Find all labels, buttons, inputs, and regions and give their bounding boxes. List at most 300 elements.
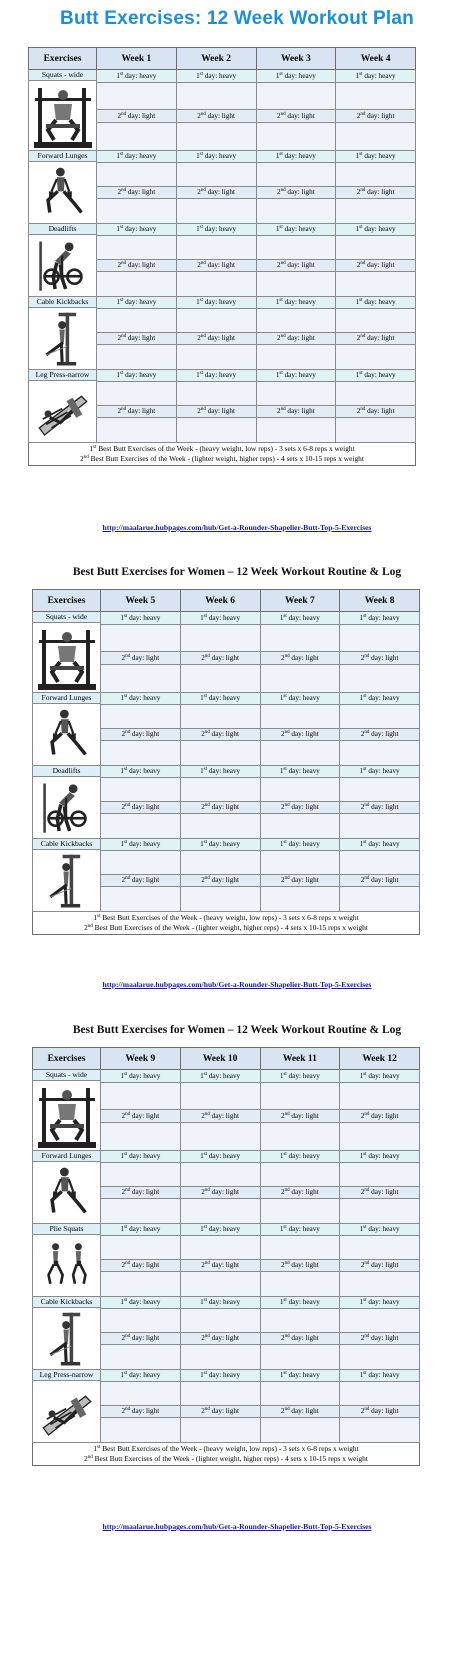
exercise-illustration [36,1084,98,1150]
light-day-label: 2nd day: light [101,1332,181,1344]
ordinal-suffix: st [199,371,204,377]
exercise-name: Leg Press-narrow [33,1370,100,1381]
exercise-illustration [32,311,94,369]
log-cell[interactable] [336,344,416,369]
log-cell[interactable] [260,740,340,765]
ordinal-suffix: nd [204,1188,210,1194]
log-cell[interactable] [340,1083,420,1110]
ordinal-suffix: nd [125,1188,131,1194]
log-cell[interactable] [260,1123,340,1151]
exercise-cell [29,370,97,443]
log-cell[interactable] [101,1308,181,1332]
ordinal-suffix: nd [200,261,206,267]
heavy-day-label: 1st day: heavy [180,766,260,778]
ordinal-suffix: st [119,225,124,231]
log-cell[interactable] [101,1083,181,1110]
log-cell[interactable] [256,308,336,332]
ordinal-suffix: nd [204,876,210,882]
heavy-day-label: 1st day: heavy [180,612,260,625]
ordinal-suffix: nd [204,1261,210,1267]
log-cell[interactable] [97,381,177,405]
light-day-label: 2nd day: light [180,874,260,886]
week-header: Week 3 [256,48,336,70]
log-cell[interactable] [256,417,336,442]
heavy-day-label: 1st day: heavy [97,151,177,163]
log-cell[interactable] [180,1271,260,1296]
light-day-label: 2nd day: light [336,259,416,271]
ordinal-suffix: st [283,1072,287,1078]
light-day-label: 2nd day: light [180,1186,260,1198]
ordinal-suffix: st [123,767,128,773]
light-day-label: 2nd day: light [176,109,256,122]
workout-log-table [28,47,416,443]
ordinal-suffix: nd [280,112,286,118]
heavy-day-label: 1st day: heavy [101,693,181,705]
exercise-cell [29,151,97,224]
workout-log-weeks-1-4 [28,47,416,466]
exercise-name: Leg Press-narrow [29,370,96,381]
exercise-heavy-row [33,1224,420,1236]
exercises-header: Exercises [33,1048,101,1070]
log-cell[interactable] [256,235,336,259]
heavy-day-label: 1st day: heavy [336,297,416,309]
log-cell[interactable] [101,1198,181,1223]
log-cell[interactable] [340,777,420,801]
ordinal-suffix: st [359,72,363,78]
light-day-label: 2nd day: light [101,1186,181,1198]
log-cell[interactable] [180,850,260,874]
log-cell[interactable] [180,886,260,911]
heavy-day-label: 1st day: heavy [256,151,336,163]
log-cell[interactable] [97,344,177,369]
heavy-day-label: 1st day: heavy [180,1370,260,1382]
light-day-label: 2nd day: light [180,1259,260,1271]
workout-log-table [32,1047,420,1443]
ordinal-suffix: nd [280,334,286,340]
ordinal-suffix: st [359,152,363,158]
ordinal-suffix: st [283,1225,287,1231]
exercise-name: Squats - wide [33,612,100,623]
week-header: Week 5 [101,590,181,612]
log-cell[interactable] [180,1162,260,1186]
heavy-day-label: 1st day: heavy [97,370,177,382]
light-day-label: 2nd day: light [101,1259,181,1271]
log-cell[interactable] [260,625,340,652]
log-cell[interactable] [260,1344,340,1369]
heavy-day-label: 1st day: heavy [97,224,177,236]
log-cell[interactable] [176,162,256,186]
heavy-day-label: 1st day: heavy [180,1297,260,1309]
light-day-label: 2nd day: light [97,405,177,417]
heavy-day-label: 1st day: heavy [340,1070,420,1083]
ordinal-suffix: st [279,225,283,231]
light-instruction: 2nd Best Butt Exercises of the Week - (lighter weight, higher reps) - 4 sets x 10-15 reps x weight [84,922,368,932]
log-cell[interactable] [260,704,340,728]
exercise-cell [33,612,101,693]
log-cell[interactable] [260,1198,340,1223]
log-cell[interactable] [256,198,336,223]
log-cell[interactable] [101,1381,181,1405]
light-day-label: 2nd day: light [340,874,420,886]
log-cell[interactable] [101,665,181,693]
log-cell[interactable] [101,1235,181,1259]
log-cell[interactable] [180,1344,260,1369]
log-cell[interactable] [101,886,181,911]
exercise-illustration [36,626,98,692]
ordinal-suffix: nd [204,730,210,736]
heavy-day-label: 1st day: heavy [340,612,420,625]
ordinal-suffix: st [363,694,367,700]
ordinal-suffix: st [119,152,124,158]
ordinal-suffix: st [363,840,367,846]
ordinal-suffix: st [203,1225,208,1231]
heavy-day-label: 1st day: heavy [256,70,336,83]
log-cell[interactable] [97,198,177,223]
log-cell[interactable] [336,198,416,223]
log-cell[interactable] [180,777,260,801]
ordinal-suffix: st [203,1072,208,1078]
light-day-label: 2nd day: light [260,1259,340,1271]
log-cell[interactable] [180,1417,260,1442]
heavy-day-label: 1st day: heavy [260,1070,340,1083]
ordinal-suffix: st [123,1152,128,1158]
heavy-day-label: 1st day: heavy [176,370,256,382]
log-cell[interactable] [336,162,416,186]
hub-link[interactable]: http://maalarue.hubpages.com/hub/Get-a-Rounder-Shapelier-Butt-Top-5-Exercises [102,1522,372,1531]
log-cell[interactable] [260,1381,340,1405]
log-cell[interactable] [180,1198,260,1223]
exercise-heavy-row [33,693,420,705]
log-cell[interactable] [336,123,416,151]
log-cell[interactable] [340,1344,420,1369]
section-2-subtitle: Best Butt Exercises for Women – 12 Week Workout Routine & Log [72,566,402,578]
log-cell[interactable] [256,162,336,186]
ordinal-suffix: st [283,1152,287,1158]
log-cell[interactable] [340,886,420,911]
log-cell[interactable] [101,813,181,838]
log-cell[interactable] [180,1381,260,1405]
exercise-name: Cable Kickbacks [29,297,96,308]
exercise-name: Cable Kickbacks [33,839,100,850]
exercise-illustration [36,1238,98,1296]
heavy-day-label: 1st day: heavy [101,766,181,778]
light-day-label: 2nd day: light [260,1109,340,1122]
exercise-cell [33,1297,101,1370]
exercises-header: Exercises [33,590,101,612]
log-cell[interactable] [180,740,260,765]
heavy-day-label: 1st day: heavy [180,839,260,851]
light-day-label: 2nd day: light [176,332,256,344]
exercise-name: Deadlifts [29,224,96,235]
ordinal-suffix: st [123,614,128,620]
exercise-illustration [36,1165,98,1223]
log-cell[interactable] [180,1235,260,1259]
log-cell[interactable] [336,83,416,110]
log-cell[interactable] [176,381,256,405]
log-cell[interactable] [260,1083,340,1110]
ordinal-suffix: nd [125,876,131,882]
log-cell[interactable] [176,83,256,110]
log-cell[interactable] [101,740,181,765]
week-header: Week 4 [336,48,416,70]
week-header: Week 11 [260,1048,340,1070]
ordinal-suffix: nd [284,1334,290,1340]
log-cell[interactable] [97,308,177,332]
log-cell[interactable] [340,1235,420,1259]
week-header: Week 10 [180,1048,260,1070]
exercise-cell [29,224,97,297]
ordinal-suffix: st [363,1371,367,1377]
week-header: Week 8 [340,590,420,612]
log-cell[interactable] [256,381,336,405]
ordinal-suffix: st [363,1072,367,1078]
ordinal-suffix: st [123,840,128,846]
instructions-note [28,443,416,466]
heavy-day-label: 1st day: heavy [340,1370,420,1382]
heavy-day-label: 1st day: heavy [101,1070,181,1083]
log-cell[interactable] [176,235,256,259]
heavy-day-label: 1st day: heavy [101,1370,181,1382]
exercise-heavy-row [29,297,416,309]
heavy-day-label: 1st day: heavy [180,1151,260,1163]
light-day-label: 2nd day: light [176,186,256,198]
ordinal-suffix: nd [284,803,290,809]
log-cell[interactable] [260,813,340,838]
log-cell[interactable] [101,1344,181,1369]
light-day-label: 2nd day: light [97,186,177,198]
ordinal-suffix: nd [125,654,131,660]
ordinal-suffix: nd [360,112,366,118]
exercise-heavy-row [33,766,420,778]
ordinal-suffix: st [123,1371,128,1377]
log-cell[interactable] [256,123,336,151]
exercise-cell [33,839,101,912]
ordinal-suffix: st [363,1298,367,1304]
header-row [33,1048,420,1070]
log-cell[interactable] [97,123,177,151]
exercise-cell [29,70,97,151]
log-cell[interactable] [176,417,256,442]
heavy-day-label: 1st day: heavy [260,1151,340,1163]
log-cell[interactable] [336,271,416,296]
heavy-day-label: 1st day: heavy [256,224,336,236]
log-cell[interactable] [101,625,181,652]
light-day-label: 2nd day: light [256,259,336,271]
ordinal-suffix: nd [200,188,206,194]
instructions-note [32,1443,420,1466]
exercise-heavy-row [33,839,420,851]
ordinal-suffix: nd [360,334,366,340]
log-cell[interactable] [340,1381,420,1405]
log-cell[interactable] [260,777,340,801]
ordinal-suffix: nd [200,407,206,413]
heavy-day-label: 1st day: heavy [340,766,420,778]
log-cell[interactable] [180,625,260,652]
light-instruction: 2nd Best Butt Exercises of the Week - (lighter weight, higher reps) - 4 sets x 10-15 reps x weight [84,1453,368,1463]
ordinal-suffix: st [199,298,204,304]
light-day-label: 2nd day: light [340,1186,420,1198]
ordinal-suffix: nd [125,1334,131,1340]
log-cell[interactable] [97,417,177,442]
heavy-day-label: 1st day: heavy [260,612,340,625]
exercise-heavy-row [29,70,416,83]
log-cell[interactable] [340,740,420,765]
log-cell[interactable] [180,813,260,838]
hub-link[interactable]: http://maalarue.hubpages.com/hub/Get-a-Rounder-Shapelier-Butt-Top-5-Exercises [102,523,372,532]
light-day-label: 2nd day: light [260,1332,340,1344]
log-cell[interactable] [256,344,336,369]
log-cell[interactable] [176,344,256,369]
log-cell[interactable] [97,271,177,296]
exercise-name: Cable Kickbacks [33,1297,100,1308]
log-cell[interactable] [256,83,336,110]
ordinal-suffix: nd [364,1261,370,1267]
exercise-illustration [36,780,98,838]
heavy-day-label: 1st day: heavy [176,224,256,236]
log-cell[interactable] [176,198,256,223]
log-cell[interactable] [260,1162,340,1186]
log-cell[interactable] [340,1271,420,1296]
log-cell[interactable] [101,777,181,801]
exercise-illustration [36,707,98,765]
exercise-name: Forward Lunges [33,693,100,704]
ordinal-suffix: st [203,694,208,700]
log-cell[interactable] [101,704,181,728]
log-cell[interactable] [180,1123,260,1151]
log-cell[interactable] [336,308,416,332]
exercise-name: Forward Lunges [33,1151,100,1162]
log-cell[interactable] [101,1162,181,1186]
ordinal-suffix: st [279,72,283,78]
ordinal-suffix: st [203,1371,208,1377]
log-cell[interactable] [97,162,177,186]
log-cell[interactable] [340,665,420,693]
light-day-label: 2nd day: light [340,1109,420,1122]
header-row [33,590,420,612]
light-day-label: 2nd day: light [256,109,336,122]
ordinal-suffix: nd [360,188,366,194]
ordinal-suffix: st [123,1225,128,1231]
log-cell[interactable] [180,704,260,728]
ordinal-suffix: st [283,614,287,620]
log-cell[interactable] [101,1123,181,1151]
log-cell[interactable] [101,1417,181,1442]
log-cell[interactable] [101,1271,181,1296]
log-cell[interactable] [336,381,416,405]
ordinal-suffix: nd [284,1188,290,1194]
log-cell[interactable] [101,850,181,874]
log-cell[interactable] [176,271,256,296]
light-day-label: 2nd day: light [97,332,177,344]
light-day-label: 2nd day: light [260,1405,340,1417]
log-cell[interactable] [340,704,420,728]
log-cell[interactable] [97,235,177,259]
log-cell[interactable] [97,83,177,110]
exercise-name: Plie Squats [33,1224,100,1235]
ordinal-suffix: st [203,1152,208,1158]
log-cell[interactable] [340,625,420,652]
exercise-name: Deadlifts [33,766,100,777]
exercise-name: Squats - wide [29,70,96,81]
ordinal-suffix: nd [284,1112,290,1118]
log-cell[interactable] [260,665,340,693]
exercise-illustration [36,1384,98,1442]
ordinal-suffix: nd [125,803,131,809]
log-cell[interactable] [176,308,256,332]
ordinal-suffix: nd [284,654,290,660]
light-day-label: 2nd day: light [256,405,336,417]
exercise-cell [29,297,97,370]
ordinal-suffix: nd [121,188,127,194]
log-cell[interactable] [176,123,256,151]
heavy-day-label: 1st day: heavy [340,1151,420,1163]
log-cell[interactable] [340,1162,420,1186]
log-cell[interactable] [336,235,416,259]
light-instruction: 2nd Best Butt Exercises of the Week - (lighter weight, higher reps) - 4 sets x 10-15 reps x weight [80,453,364,463]
log-cell[interactable] [340,1417,420,1442]
hub-link[interactable]: http://maalarue.hubpages.com/hub/Get-a-Rounder-Shapelier-Butt-Top-5-Exercises [102,980,372,989]
week-header: Week 1 [97,48,177,70]
workout-log-table [32,589,420,912]
log-cell[interactable] [180,665,260,693]
ordinal-suffix: nd [364,1188,370,1194]
ordinal-suffix: st [283,1371,287,1377]
exercise-heavy-row [33,1370,420,1382]
exercise-heavy-row [29,370,416,382]
log-cell[interactable] [340,813,420,838]
log-cell[interactable] [260,1271,340,1296]
log-cell[interactable] [260,1235,340,1259]
week-header: Week 2 [176,48,256,70]
week-header: Week 7 [260,590,340,612]
workout-log-weeks-5-8 [32,589,420,935]
ordinal-suffix: nd [280,261,286,267]
light-day-label: 2nd day: light [180,1405,260,1417]
ordinal-suffix: nd [121,261,127,267]
light-day-label: 2nd day: light [260,728,340,740]
log-cell[interactable] [340,1123,420,1151]
heavy-day-label: 1st day: heavy [256,370,336,382]
ordinal-suffix: st [123,1072,128,1078]
exercise-cell [33,1224,101,1297]
log-cell[interactable] [340,1308,420,1332]
exercise-heavy-row [33,612,420,625]
log-cell[interactable] [256,271,336,296]
log-cell[interactable] [340,850,420,874]
log-cell[interactable] [260,1417,340,1442]
log-cell[interactable] [180,1083,260,1110]
log-cell[interactable] [340,1198,420,1223]
ordinal-suffix: nd [204,1112,210,1118]
log-cell[interactable] [260,1308,340,1332]
heavy-day-label: 1st day: heavy [260,1297,340,1309]
log-cell[interactable] [260,850,340,874]
exercise-heavy-row [33,1297,420,1309]
heavy-day-label: 1st day: heavy [180,693,260,705]
ordinal-suffix: nd [280,188,286,194]
header-row [29,48,416,70]
workout-log-weeks-9-12 [32,1047,420,1466]
ordinal-suffix: nd [364,1407,370,1413]
ordinal-suffix: st [363,1152,367,1158]
log-cell[interactable] [336,417,416,442]
log-cell[interactable] [180,1308,260,1332]
light-day-label: 2nd day: light [180,1109,260,1122]
ordinal-suffix: st [119,72,124,78]
heavy-day-label: 1st day: heavy [176,151,256,163]
exercise-cell [33,1370,101,1443]
log-cell[interactable] [260,886,340,911]
